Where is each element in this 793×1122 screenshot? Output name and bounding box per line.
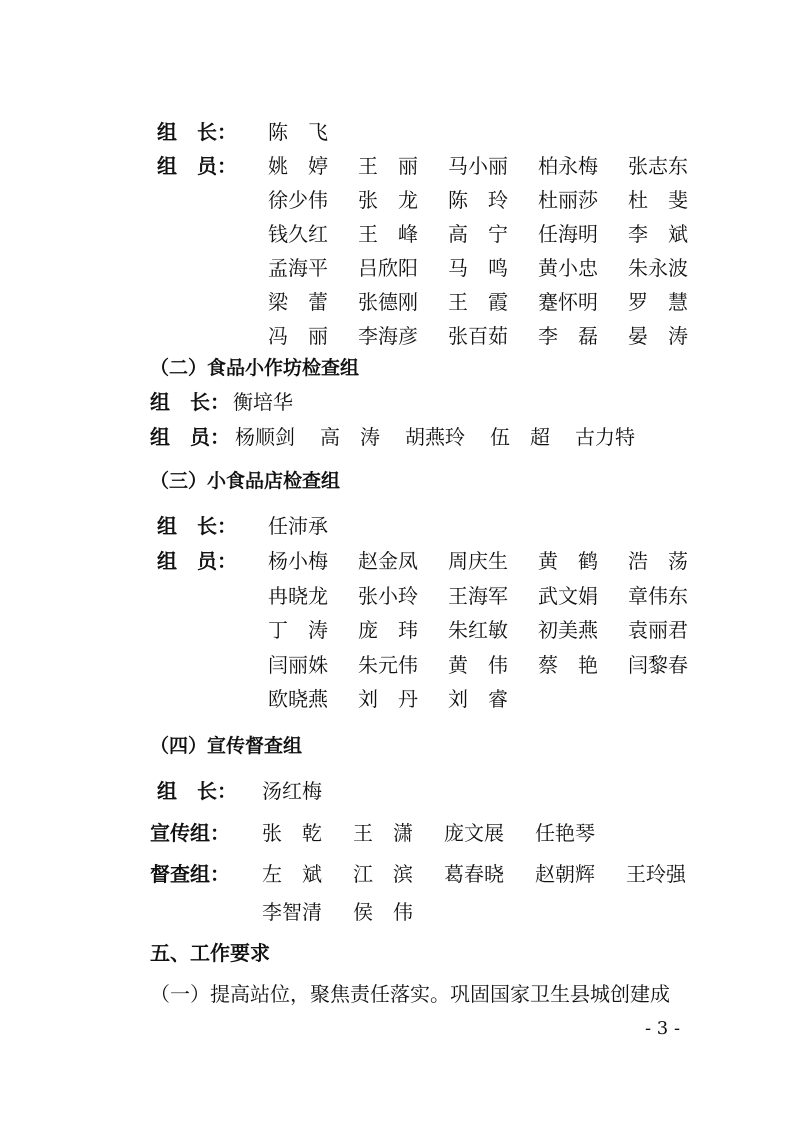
member-name: 周庆生 xyxy=(448,549,508,573)
member-name: 李智清 xyxy=(262,900,322,924)
member-name: 朱元伟 xyxy=(358,652,418,677)
member-name: 江 滨 xyxy=(353,862,413,886)
member-name: 张 龙 xyxy=(358,188,418,212)
member-name: 吕欣阳 xyxy=(358,256,418,280)
member-name: 庞 玮 xyxy=(358,618,418,642)
group4-leader-label: 组 长： xyxy=(157,779,237,803)
member-name: 赵朝辉 xyxy=(535,862,595,886)
member-name: 蔡 艳 xyxy=(538,652,598,677)
group1-leader-label: 组 长： xyxy=(157,120,237,144)
member-name: 黄小忠 xyxy=(538,256,598,280)
member-name: 王 潇 xyxy=(353,821,413,845)
member-name: 袁丽君 xyxy=(628,618,688,642)
group4-heading: （四）宣传督查组 xyxy=(150,735,303,757)
member-name: 黄 伟 xyxy=(448,652,508,677)
member-name: 冯 丽 xyxy=(268,324,328,348)
member-name: 赵金凤 xyxy=(358,549,418,573)
page-number: - 3 - xyxy=(645,1018,681,1039)
member-name: 王 霞 xyxy=(448,290,508,314)
member-name: 丁 涛 xyxy=(268,618,328,642)
member-name: 高 涛 xyxy=(320,425,380,449)
member-name: 李 斌 xyxy=(628,222,688,246)
member-name: 王玲强 xyxy=(626,862,686,886)
group2-members-label: 组 员： xyxy=(150,425,230,449)
member-name: 高 宁 xyxy=(448,222,508,246)
section5-heading: 五、工作要求 xyxy=(150,941,270,965)
member-name: 梁 蕾 xyxy=(268,290,328,314)
member-name: 杨小梅 xyxy=(268,549,328,573)
group2-heading: （二）食品小作坊检查组 xyxy=(150,357,360,379)
member-name: 张 乾 xyxy=(262,821,322,845)
member-name: 陈 玲 xyxy=(448,188,508,212)
group2-leader-label: 组 长： xyxy=(150,390,230,414)
member-name: 冉晓龙 xyxy=(268,583,328,608)
member-name: 杨顺剑 xyxy=(235,425,295,449)
member-name: 张德刚 xyxy=(358,290,418,314)
member-name: 李 磊 xyxy=(538,324,598,348)
member-name: 任海明 xyxy=(538,222,598,246)
member-name: 闫黎春 xyxy=(628,652,688,677)
member-name: 刘 睿 xyxy=(448,687,508,711)
supervision-label: 督查组： xyxy=(150,862,230,886)
group1-members-label: 组 员： xyxy=(157,154,237,178)
group3-heading: （三）小食品店检查组 xyxy=(150,470,341,492)
member-name: 姚 婷 xyxy=(268,154,328,178)
member-name: 王 峰 xyxy=(358,222,418,246)
member-name: 徐少伟 xyxy=(268,188,328,212)
member-name: 任艳琴 xyxy=(535,821,595,845)
group4-leader-name: 汤红梅 xyxy=(262,779,322,803)
group3-members-label: 组 员： xyxy=(157,549,237,573)
member-name: 王海军 xyxy=(448,583,508,608)
member-name: 张志东 xyxy=(628,154,688,178)
member-name: 马 鸣 xyxy=(448,256,508,280)
section5-paragraph: （一）提高站位，聚焦责任落实。巩固国家卫生县城创建成 xyxy=(150,982,670,1006)
member-name: 浩 荡 xyxy=(628,549,688,573)
member-name: 武文娟 xyxy=(538,583,598,608)
group2-leader-name: 衡培华 xyxy=(233,390,293,414)
member-name: 张小玲 xyxy=(358,583,418,608)
member-name: 罗 慧 xyxy=(628,290,688,314)
member-name: 初美燕 xyxy=(538,618,598,642)
member-name: 侯 伟 xyxy=(353,900,413,924)
member-name: 蹇怀明 xyxy=(538,290,598,314)
group3-leader-label: 组 长： xyxy=(157,514,237,538)
member-name: 柏永梅 xyxy=(538,154,598,178)
member-name: 杜 斐 xyxy=(628,188,688,212)
member-name: 王 丽 xyxy=(358,154,418,178)
member-name: 马小丽 xyxy=(448,154,508,178)
member-name: 张百茹 xyxy=(448,324,508,348)
member-name: 晏 涛 xyxy=(628,324,688,348)
member-name: 章伟东 xyxy=(628,583,688,608)
member-name: 朱永波 xyxy=(628,256,688,280)
member-name: 孟海平 xyxy=(268,256,328,280)
member-name: 闫丽姝 xyxy=(268,652,328,677)
publicity-label: 宣传组： xyxy=(150,821,230,845)
member-name: 伍 超 xyxy=(490,425,550,449)
member-name: 庞文展 xyxy=(444,821,504,845)
member-name: 杜丽莎 xyxy=(538,188,598,212)
member-name: 朱红敏 xyxy=(448,618,508,642)
group1-leader-name: 陈 飞 xyxy=(268,120,328,144)
member-name: 黄 鹤 xyxy=(538,549,598,573)
group3-leader-name: 任沛承 xyxy=(268,514,328,538)
member-name: 李海彦 xyxy=(358,324,418,348)
member-name: 胡燕玲 xyxy=(405,425,465,449)
member-name: 葛春晓 xyxy=(444,862,504,886)
member-name: 钱久红 xyxy=(268,222,328,246)
member-name: 古力特 xyxy=(575,425,635,449)
member-name: 左 斌 xyxy=(262,862,322,886)
member-name: 欧晓燕 xyxy=(268,687,328,711)
member-name: 刘 丹 xyxy=(358,687,418,711)
